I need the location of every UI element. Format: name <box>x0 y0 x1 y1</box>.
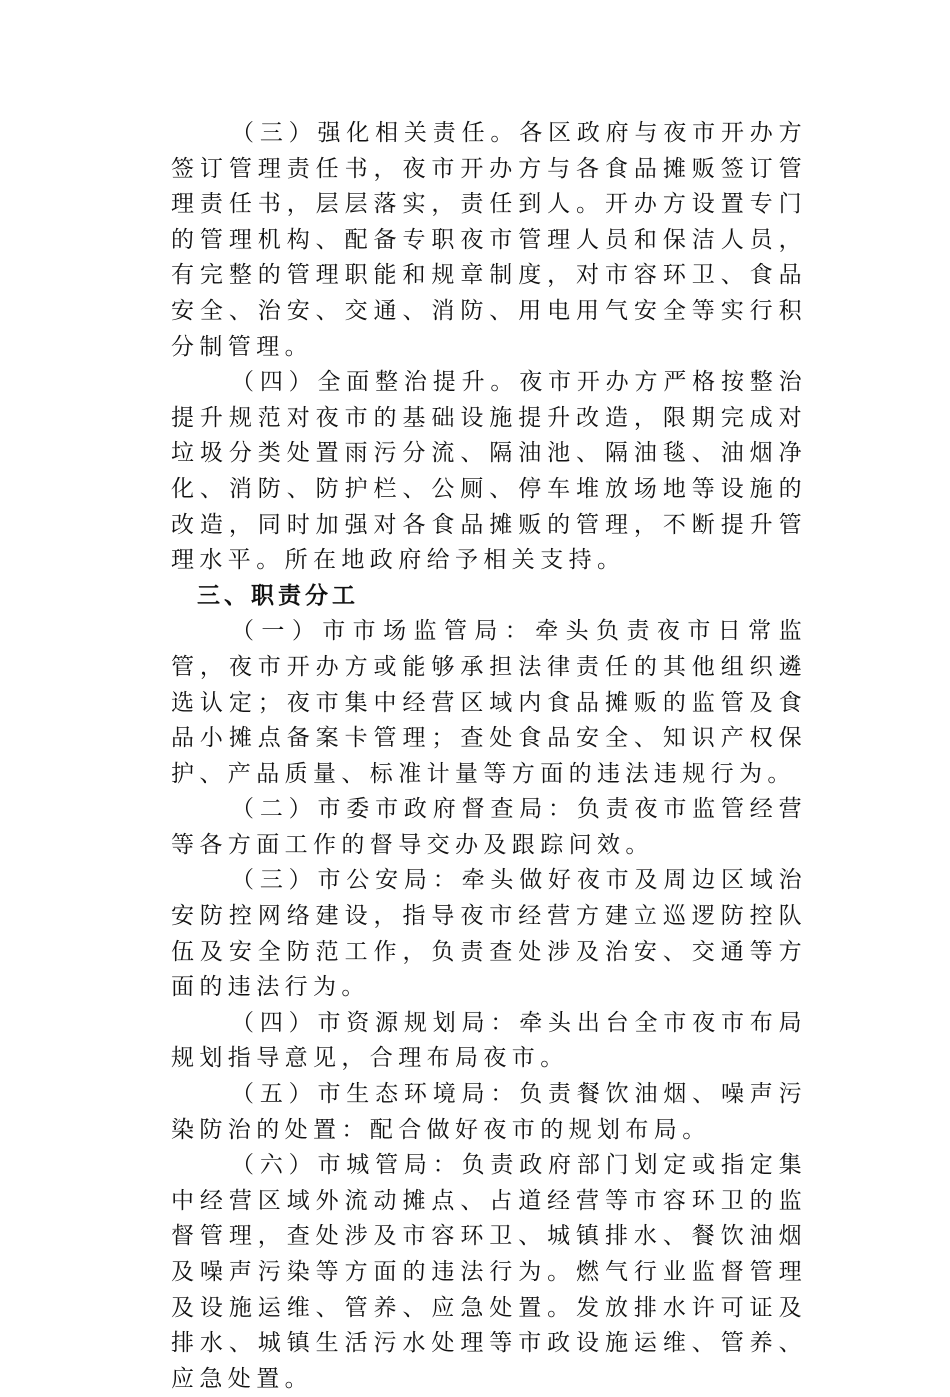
paragraph-inspection-bureau: （二）市委市政府督查局：负责夜市监管经营等各方面工作的督导交办及跟踪问效。 <box>171 796 807 858</box>
paragraph-public-security-bureau: （三）市公安局：牵头做好夜市及周边区域治安防控网络建设，指导夜市经营方建立巡逻防控队伍及安全防范工作，负责查处涉及治安、交通等方面的违法行为。 <box>171 867 807 1001</box>
paragraph-comprehensive-rectification: （四）全面整治提升。夜市开办方严格按整治提升规范对夜市的基础设施提升改造，限期完成对垃圾分类处置雨污分流、隔油池、隔油毯、油烟净化、消防、防护栏、公厕、停车堆放场地等设施的改造，同时加强对各食品摊贩的管理，不断提升管理水平。所在地政府给予相关支持。 <box>171 369 807 574</box>
section-heading-duties: 三、职责分工 <box>197 582 359 609</box>
paragraph-strengthen-responsibility: （三）强化相关责任。各区政府与夜市开办方签订管理责任书，夜市开办方与各食品摊贩签订管理责任书，层层落实，责任到人。开办方设置专门的管理机构、配备专职夜市管理人员和保洁人员，有完整的管理职能和规章制度，对市容环卫、食品安全、治安、交通、消防、用电用气安全等实行积分制管理。 <box>171 120 807 360</box>
paragraph-ecological-environment-bureau: （五）市生态环境局：负责餐饮油烟、噪声污染防治的处置：配合做好夜市的规划布局。 <box>171 1081 807 1143</box>
paragraph-urban-management-bureau: （六）市城管局：负责政府部门划定或指定集中经营区域外流动摊点、占道经营等市容环卫的监督管理，查处涉及市容环卫、城镇排水、餐饮油烟及噪声污染等方面的违法行为。燃气行业监督管理及设施运维、管养、应急处置。发放排水许可证及排水、城镇生活污水处理等市政设施运维、管养、应急处置。 <box>171 1152 807 1392</box>
paragraph-resource-planning-bureau: （四）市资源规划局：牵头出台全市夜市布局规划指导意见，合理布局夜市。 <box>171 1009 807 1072</box>
paragraph-market-supervision-bureau: （一）市市场监管局：牵头负责夜市日常监管，夜市开办方或能够承担法律责任的其他组织遴选认定；夜市集中经营区域内食品摊贩的监管及食品小摊点备案卡管理；查处食品安全、知识产权保护、产品质量、标准计量等方面的违法违规行为。 <box>171 618 807 787</box>
